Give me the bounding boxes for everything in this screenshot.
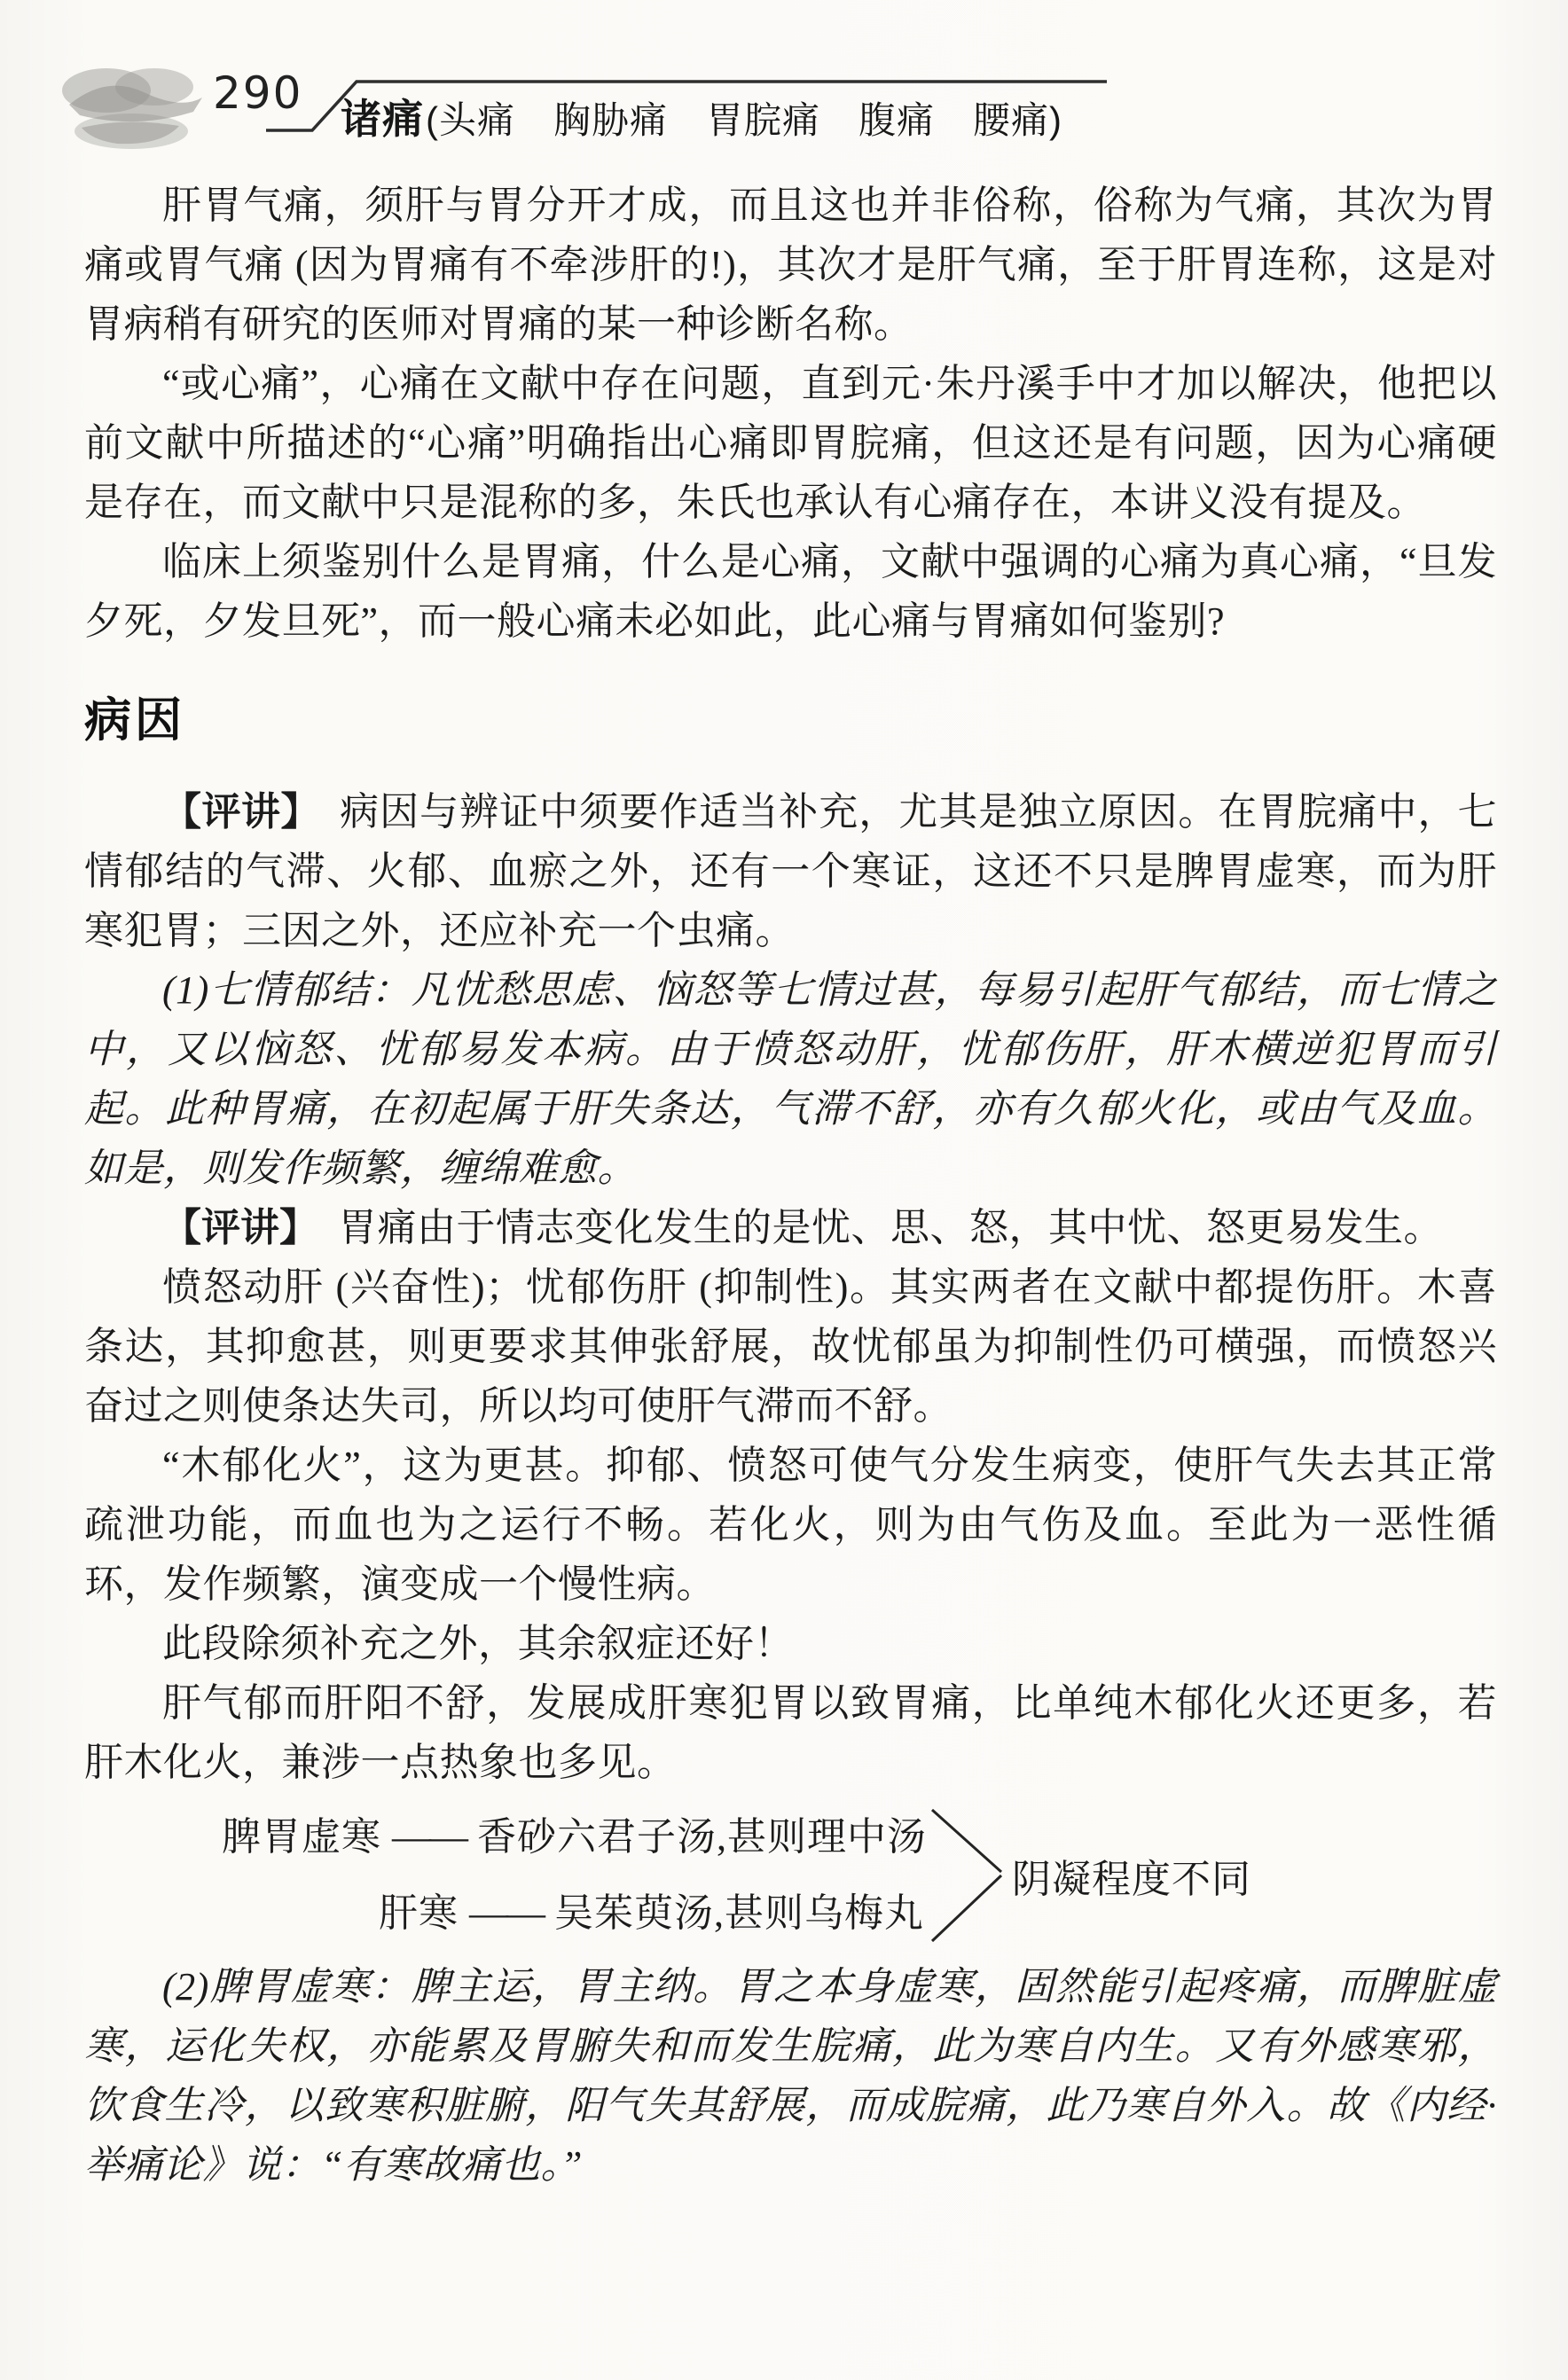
diagram-rows (84, 1812, 927, 1939)
diagram-dash-line: —— (392, 1815, 466, 1859)
diagram-remedy: 吴茱萸汤,甚则乌梅丸 (554, 1891, 924, 1935)
diagram-brace (930, 1805, 1008, 1946)
section-heading-bingyin: 病因 (84, 694, 185, 747)
paragraph-pingjiang-2 (84, 1198, 1497, 1257)
diagram-row-ganhan (379, 1888, 927, 1939)
chapter-ornament-image (55, 59, 209, 158)
diagram-term: 脾胃虚寒 (222, 1815, 381, 1859)
paragraph-huo-xin-tong: “或心痛”，心痛在文献中存在问题，直到元·朱丹溪手中才加以解决，他把以前文献中所描述的“心痛”明确指出心痛即胃脘痛，但这还是有问题，因为心痛硬是存在，而文献中只是混称的多，朱氏也承认有心痛存在，本讲义没有提及。 (84, 362, 1497, 524)
diagram-dash-line: —— (469, 1891, 544, 1935)
paragraph-pingjiang-1-text: 病因与辨证中须要作适当补充，尤其是独立原因。在胃脘痛中，七情郁结的气滞、火郁、血瘀之外，还有一个寒证，这还不只是脾胃虚寒，而为肝寒犯胃；三因之外，还应补充一个虫痛。 (84, 790, 1497, 952)
paragraph-gan-wei-qi-tong: 肝胃气痛，须肝与胃分开才成，而且这也并非俗称，俗称为气痛，其次为胃痛或胃气痛 (因为胃痛有不牵涉肝的!)，其次才是肝气痛，至于肝胃连称，这是对胃病稍有研究的医师对胃痛的某一种诊断名称。 (84, 184, 1497, 346)
paragraph-fennu-donggan: 愤怒动肝 (兴奋性)；忧郁伤肝 (抑制性)。其实两者在文献中都提伤肝。木喜条达，其抑愈甚，则更要求其伸张舒展，故忧郁虽为抑制性仍可横强，而愤怒兴奋过之则使条达失司，所以均可使肝气滞而不舒。 (84, 1265, 1497, 1428)
pingjiang-tag: 【评讲】 (162, 790, 321, 834)
page-header (0, 0, 1568, 176)
paragraph-muyu-huahuo: “木郁化火”，这为更甚。抑郁、愤怒可使气分发生病变，使肝气失去其正常疏泄功能，而血也为之运行不畅。若化火，则为由气伤及血。至此为一恶性循环，发作频繁，演变成一个慢性病。 (84, 1444, 1497, 1606)
chapter-title (341, 87, 1062, 145)
page-number: 290 (213, 67, 303, 119)
paragraph-ganqi-yu: 肝气郁而肝阳不舒，发展成肝寒犯胃以致胃痛，比单纯木郁化火还更多，若肝木化火，兼涉一点热象也多见。 (84, 1681, 1497, 1784)
paragraph-pingjiang-2-text: 胃痛由于情志变化发生的是忧、思、怒，其中忧、怒更易发生。 (338, 1206, 1443, 1249)
page-body (0, 176, 1568, 2195)
diagram-term: 肝寒 (379, 1891, 459, 1935)
paragraph-pingjiang-1 (84, 782, 1497, 960)
diagram-brace-label: 阴凝程度不同 (1012, 1858, 1251, 1901)
treatment-diagram (84, 1805, 1497, 1946)
pingjiang-tag: 【评讲】 (162, 1206, 318, 1249)
paragraph-cidhuan-buchong: 此段除须补充之外，其余叙症还好！ (162, 1622, 794, 1665)
paragraph-piwei-xuhan: (2)脾胃虚寒：脾主运，胃主纳。胃之本身虚寒，固然能引起疼痛，而脾脏虚寒，运化失权，亦能累及胃腑失和而发生脘痛，此为寒自内生。又有外感寒邪，饮食生冷，以致寒积脏腑，阳气失其舒展，而成脘痛，此乃寒自外入。故《内经·举痛论》说：“有寒故痛也。” (84, 1965, 1497, 2187)
chapter-title-sub: (头痛 胸胁痛 胃脘痛 腹痛 腰痛) (426, 99, 1062, 141)
diagram-row-piwei-xuhan (222, 1812, 927, 1863)
chapter-title-main: 诸痛 (341, 96, 424, 142)
diagram-remedy: 香砂六君子汤,甚则理中汤 (477, 1815, 927, 1859)
paragraph-linchuang-jianbie: 临床上须鉴别什么是胃痛，什么是心痛，文献中强调的心痛为真心痛，“旦发夕死，夕发旦死”，而一般心痛未必如此，此心痛与胃痛如何鉴别? (84, 540, 1497, 643)
paragraph-qiqing-yujie: (1)七情郁结：凡忧愁思虑、恼怒等七情过甚，每易引起肝气郁结，而七情之中，又以恼怒、忧郁易发本病。由于愤怒动肝，忧郁伤肝，肝木横逆犯胃而引起。此种胃痛，在初起属于肝失条达，气滞不舒，亦有久郁火化，或由气及血。如是，则发作频繁，缠绵难愈。 (84, 968, 1497, 1190)
